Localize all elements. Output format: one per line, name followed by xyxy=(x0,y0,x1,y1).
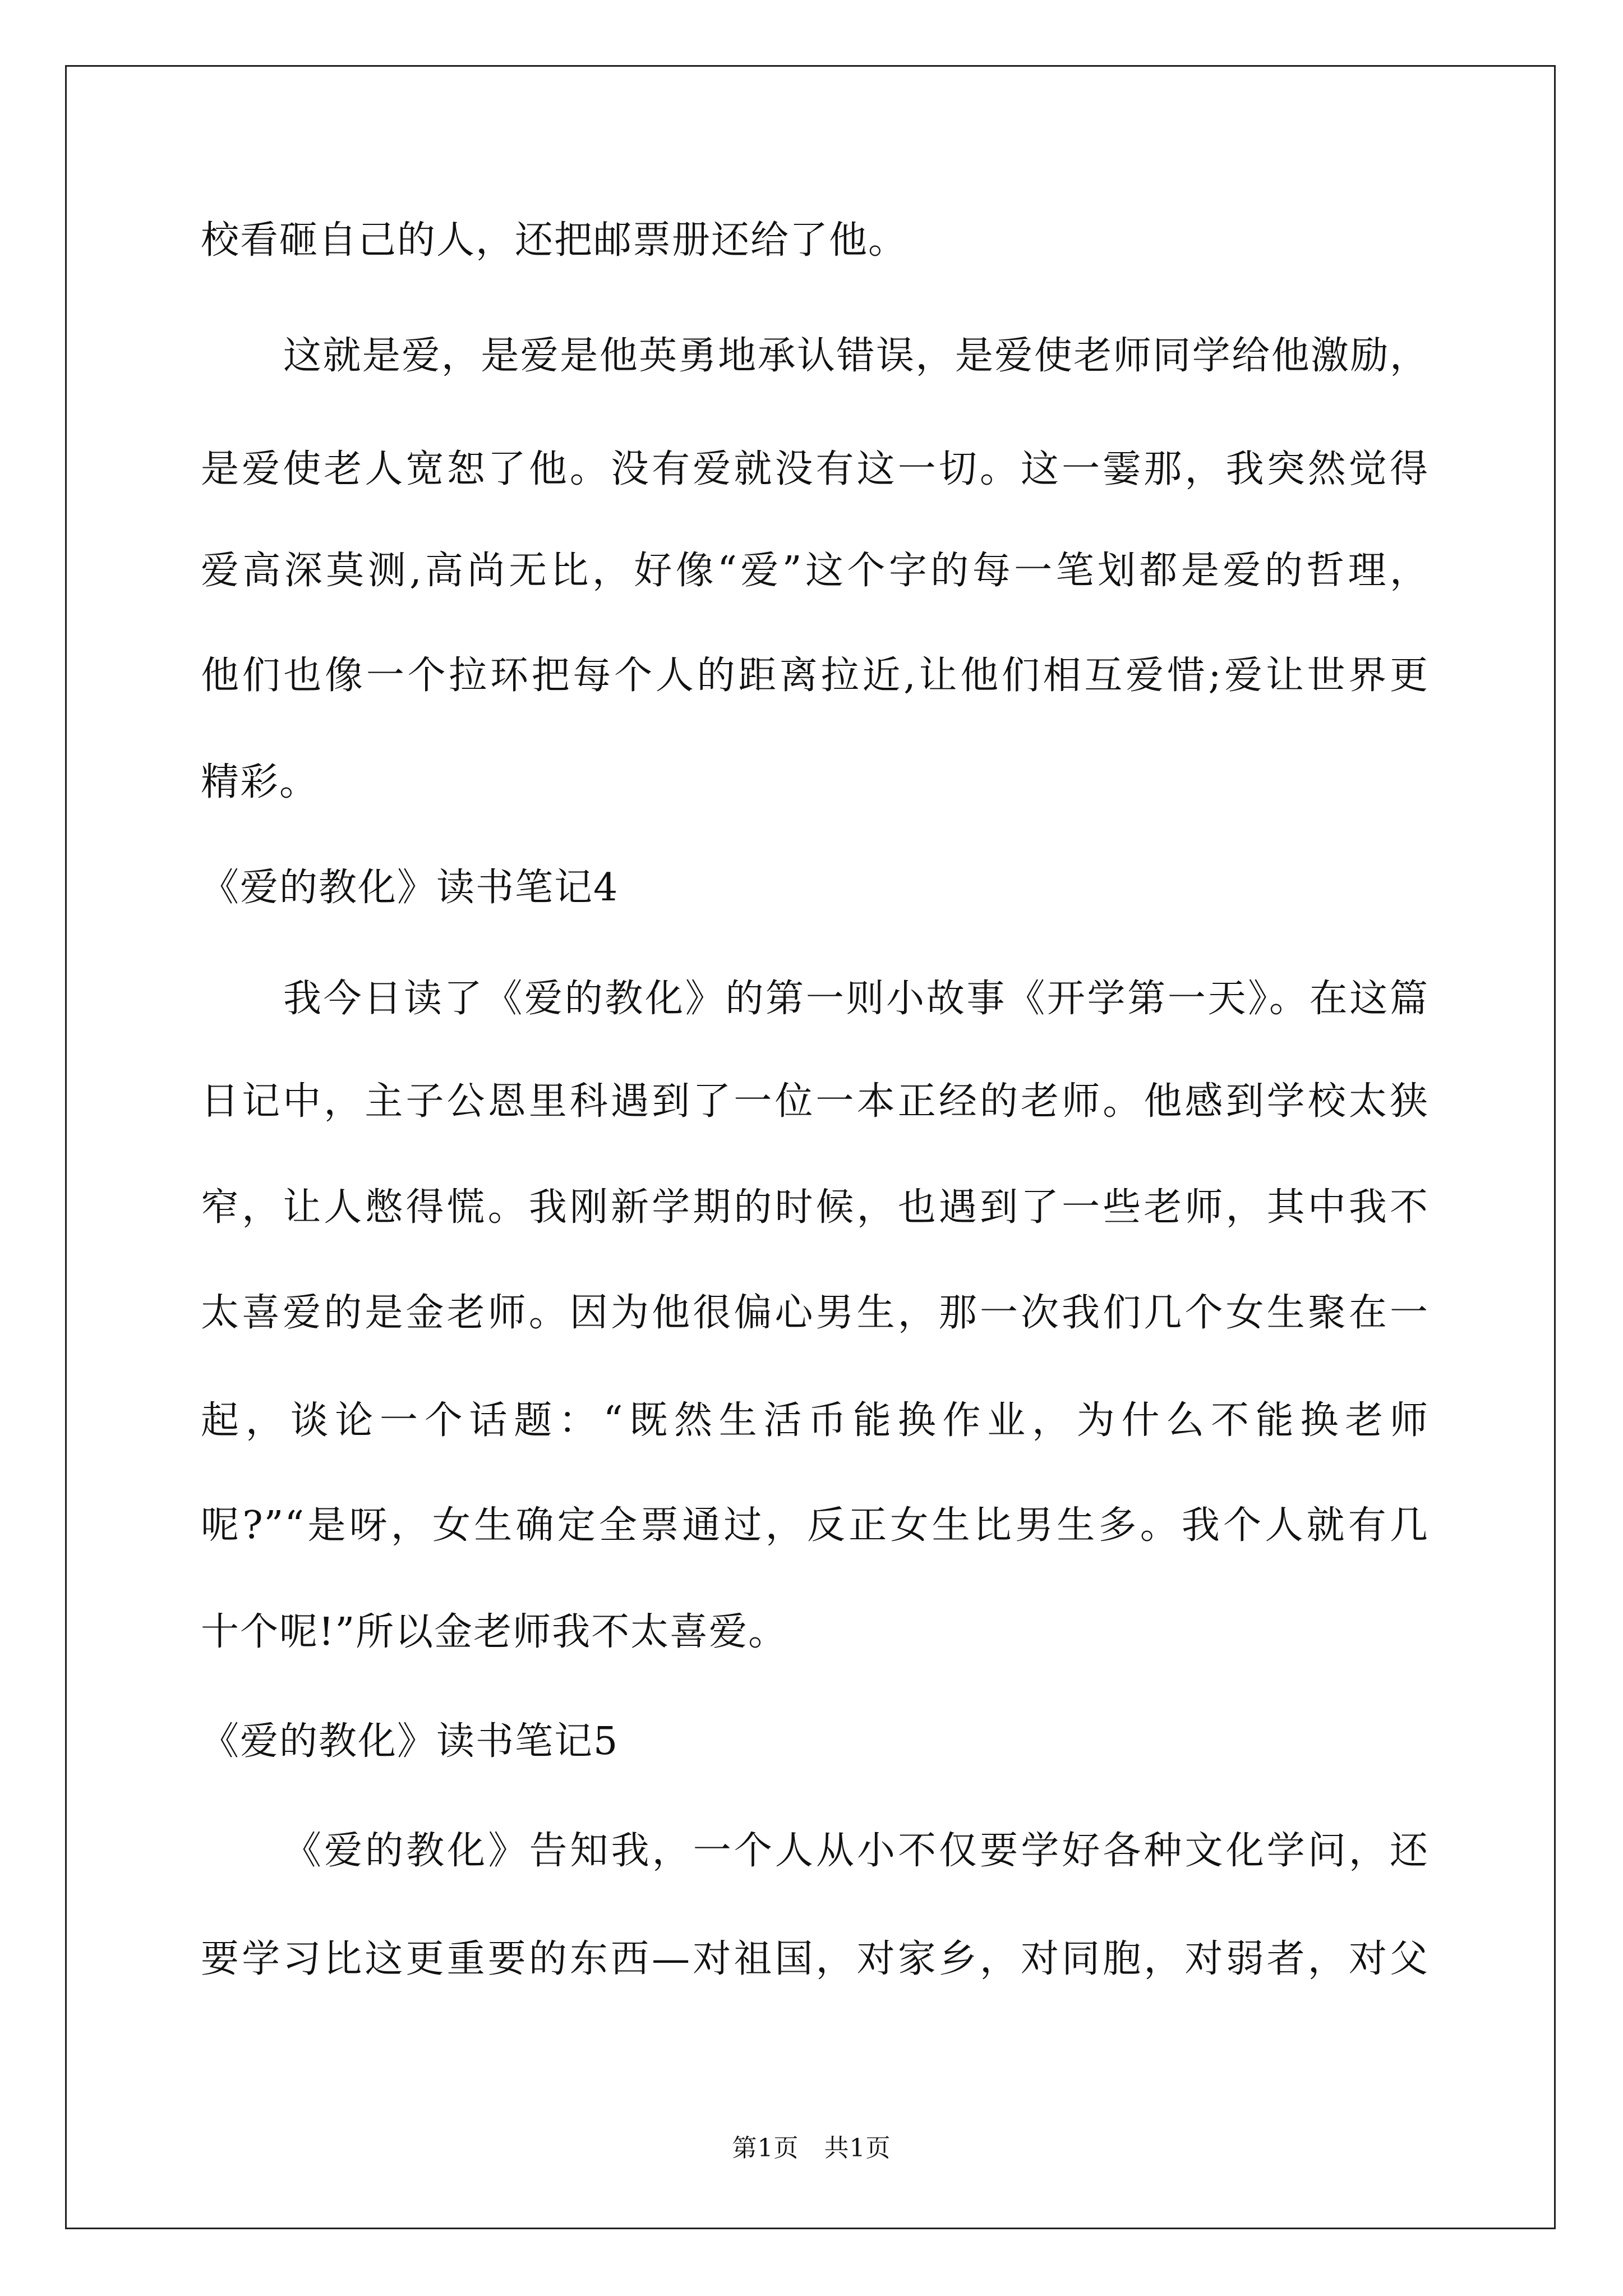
text-line: 校看砸自己的人，还把邮票册还给了他。 xyxy=(201,218,908,263)
text-line: 精彩。 xyxy=(201,760,319,804)
page-border xyxy=(65,65,1556,2229)
text-line: 爱高深莫测,高尚无比，好像“爱”这个字的每一笔划都是爱的哲理， xyxy=(201,549,1429,593)
text-line: 太喜爱的是金老师。因为他很偏心男生，那一次我们几个女生聚在一 xyxy=(201,1291,1429,1335)
page-number: 第1页 共1页 xyxy=(732,2134,891,2162)
text-line: 《爱的教化》告知我，一个人从小不仅要学好各种文化学问，还 xyxy=(283,1829,1429,1873)
text-line: 日记中，主子公恩里科遇到了一位一本正经的老师。他感到学校太狭 xyxy=(201,1079,1429,1124)
text-line: 我今日读了《爱的教化》的第一则小故事《开学第一天》。在这篇 xyxy=(283,977,1429,1021)
text-line: 他们也像一个拉环把每个人的距离拉近,让他们相互爱惜;爱让世界更 xyxy=(201,654,1429,698)
text-line: 十个呢!”所以金老师我不太喜爱。 xyxy=(201,1610,788,1654)
section-heading: 《爱的教化》读书笔记5 xyxy=(201,1719,619,1764)
text-line: 呢?”“是呀，女生确定全票通过，反正女生比男生多。我个人就有几 xyxy=(201,1503,1429,1548)
section-heading: 《爱的教化》读书笔记4 xyxy=(201,866,619,910)
text-line: 是爱使老人宽恕了他。没有爱就没有这一切。这一霎那，我突然觉得 xyxy=(201,447,1429,491)
text-line: 窄，让人憋得慌。我刚新学期的时候，也遇到了一些老师，其中我不 xyxy=(201,1185,1429,1230)
text-line: 起，谈论一个话题：“既然生活币能换作业，为什么不能换老师 xyxy=(201,1398,1429,1443)
text-line: 这就是爱，是爱是他英勇地承认错误，是爱使老师同学给他激励， xyxy=(283,334,1429,378)
text-line: 要学习比这更重要的东西—对祖国，对家乡，对同胞，对弱者，对父 xyxy=(201,1937,1429,1981)
